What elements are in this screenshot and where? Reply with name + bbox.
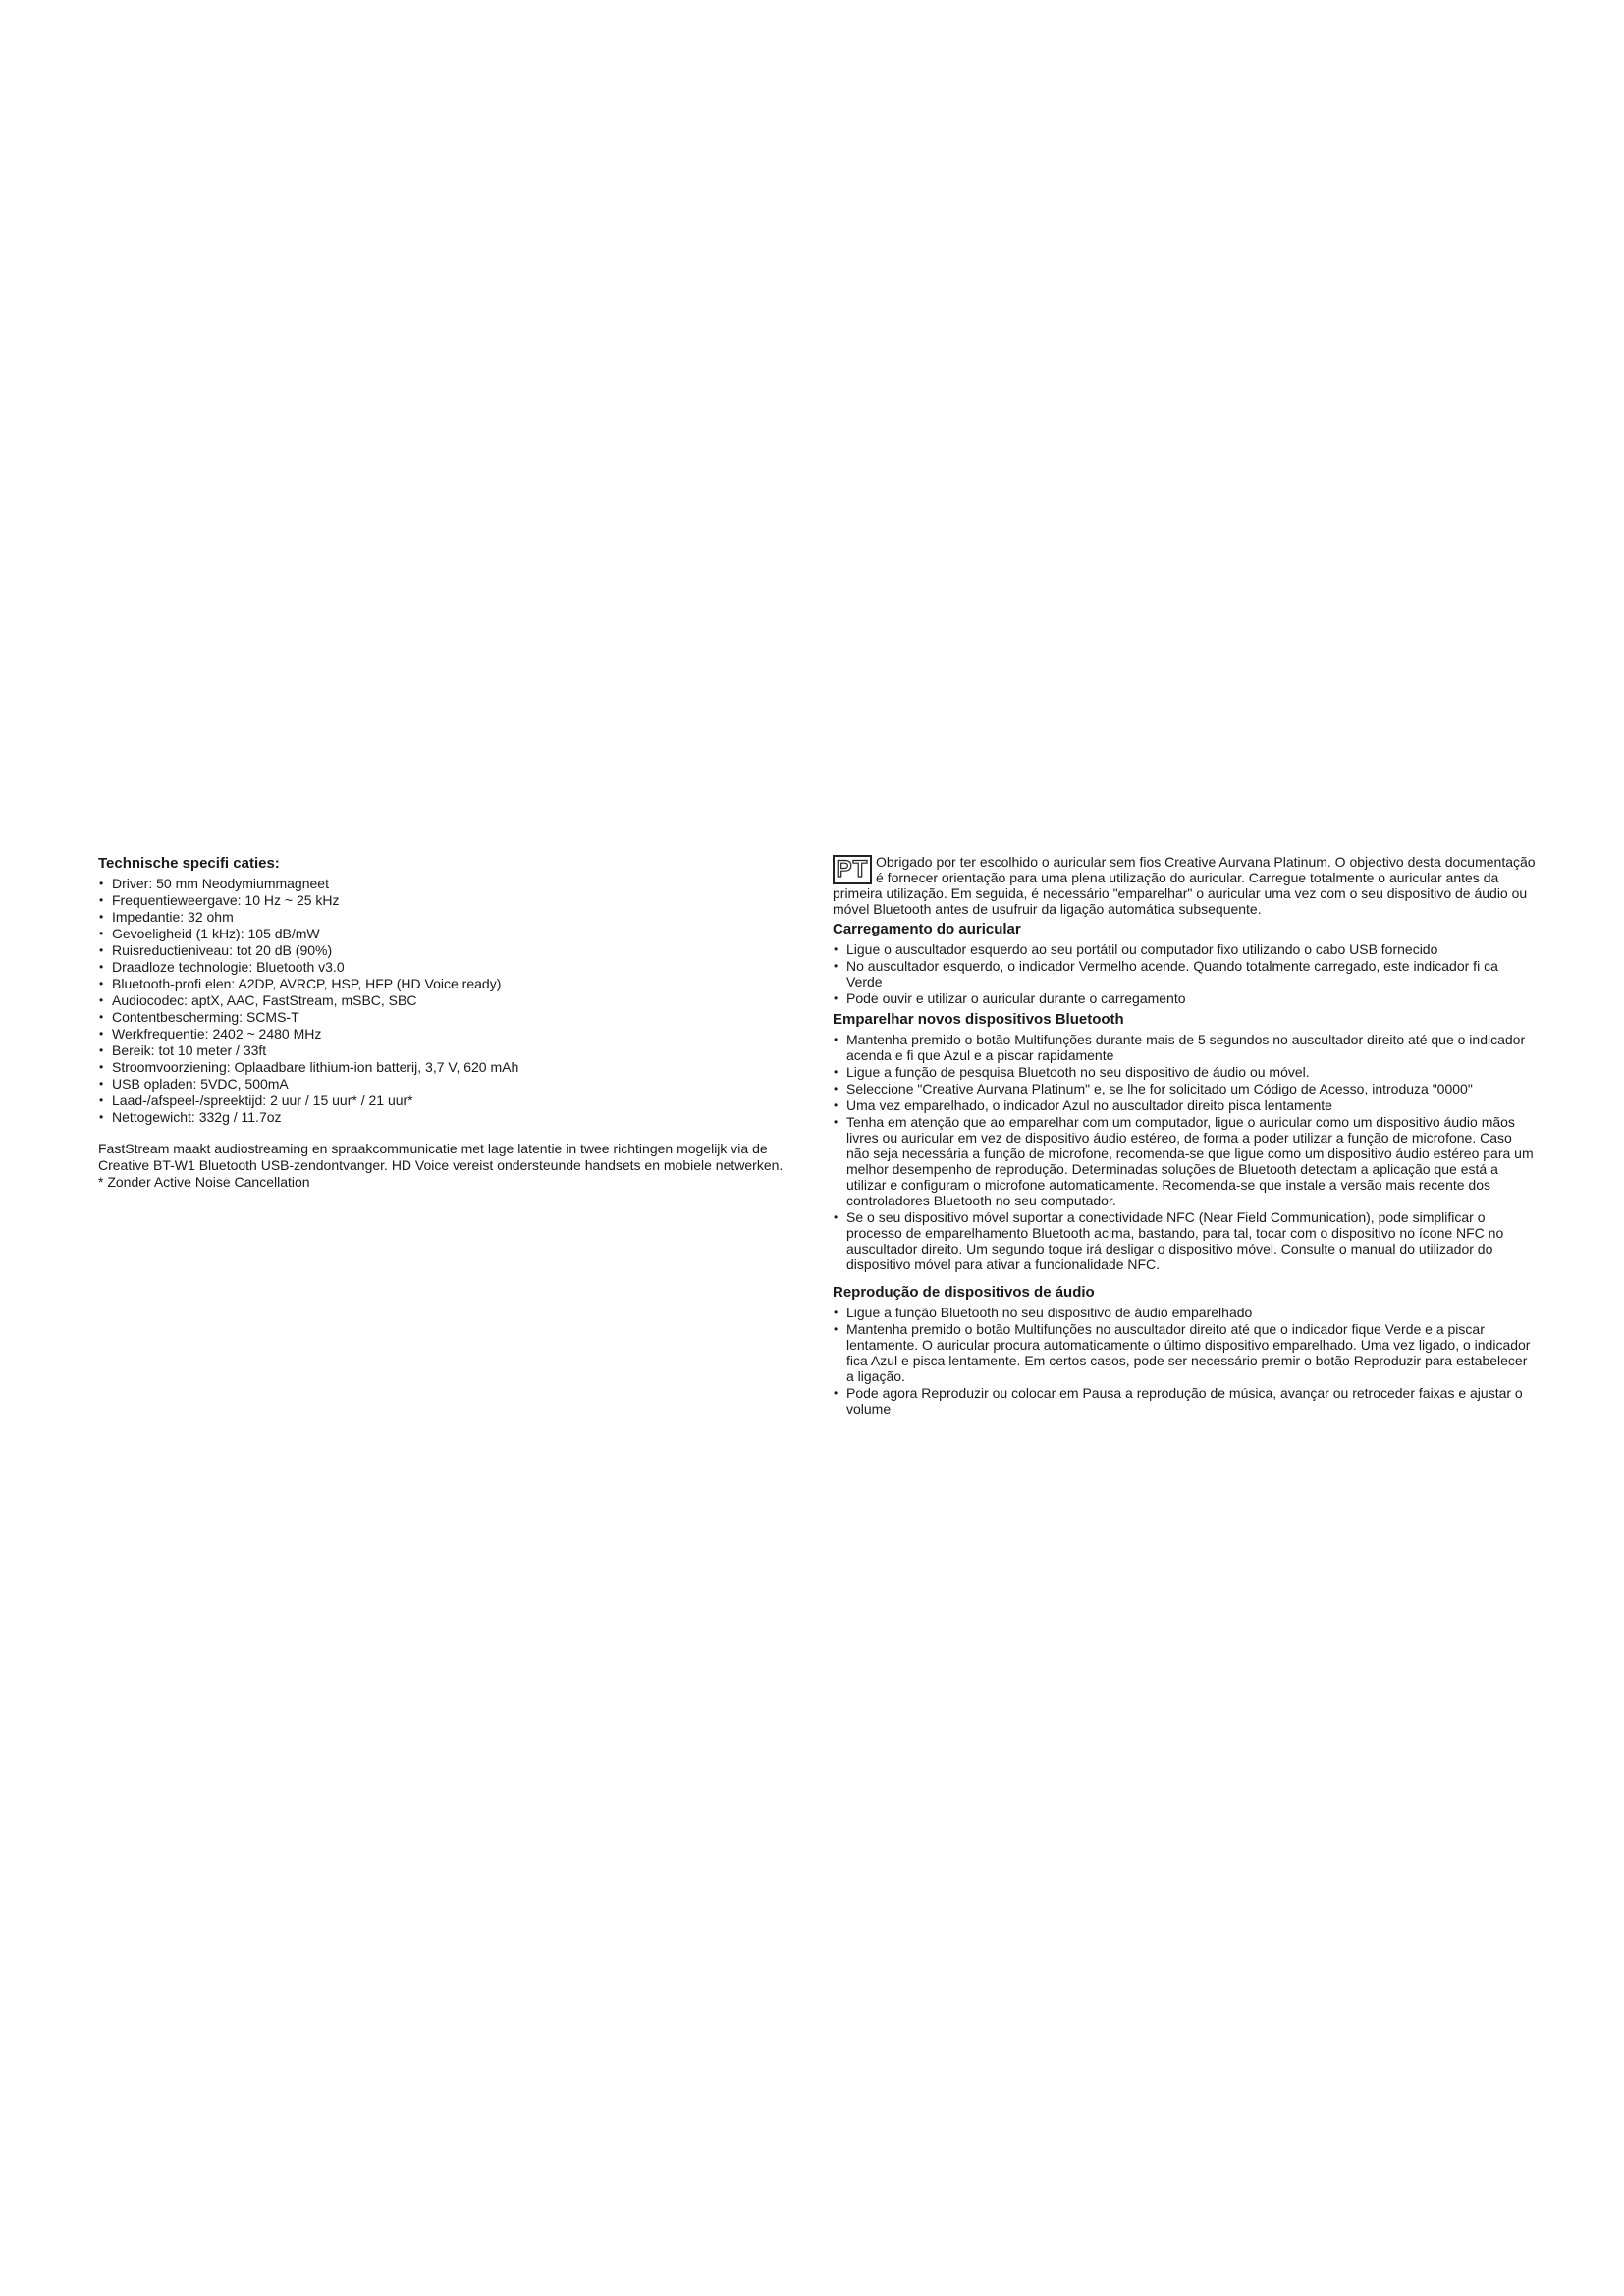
playback-list <box>833 1305 1536 1416</box>
pairing-list <box>833 1032 1536 1272</box>
spec-item: • Frequentieweergave: 10 Hz ~ 25 kHz <box>98 892 807 909</box>
section-title-pairing: Emparelhar novos dispositivos Bluetooth <box>833 1011 1124 1028</box>
spec-item: • Stroomvoorziening: Oplaadbare lithium-ion batterij, 3,7 V, 620 mAh <box>98 1059 807 1076</box>
pt-intro-text: Obrigado por ter escolhido o auricular sem fios Creative Aurvana Platinum. O objectivo desta documentação é fornecer orientação para uma plena utilização do auricular. Carregue totalmente o auricular antes da primeira utilização. Em seguida, é necessário "emparelhar" o auricular uma vez com o seu dispositivo de áudio ou móvel Bluetooth antes de usufruir da ligação automática subsequente. <box>833 854 1536 917</box>
spec-item: • Audiocodec: aptX, AAC, FastStream, mSBC, SBC <box>98 992 807 1009</box>
spec-item: • Ruisreductieniveau: tot 20 dB (90%) <box>98 942 807 959</box>
spec-item: • Draadloze technologie: Bluetooth v3.0 <box>98 959 807 976</box>
specs-list <box>98 876 807 1126</box>
faststream-note: FastStream maakt audiostreaming en spraakcommunicatie met lage latentie in twee richtingen mogelijk via de Creative BT-W1 Bluetooth USB-zendontvanger. HD Voice vereist ondersteunde handsets en mobiele netwerken. <box>98 1141 784 1173</box>
section-title-charging: Carregamento do auricular <box>833 921 1021 937</box>
list-item: • Mantenha premido o botão Multifunções no auscultador direito até que o indicador fique Verde e a piscar lentamente. O auricular procura automaticamente o último dispositivo emparelhado. Uma vez ligado, o indicador fica Azul e pisca lentamente. Em certos casos, pode ser necessário premir o botão Reproduzir para estabelecer a ligação. <box>833 1321 1536 1384</box>
dutch-specs-column <box>98 854 807 1191</box>
language-badge-pt: PT <box>833 855 872 884</box>
list-item: • Mantenha premido o botão Multifunções durante mais de 5 segundos no auscultador direito até que o indicador acenda e fi que Azul e a piscar rapidamente <box>833 1032 1536 1063</box>
spec-item: • Werkfrequentie: 2402 ~ 2480 MHz <box>98 1026 807 1042</box>
list-item: • Pode ouvir e utilizar o auricular durante o carregamento <box>833 990 1536 1006</box>
spec-item: • Contentbescherming: SCMS-T <box>98 1009 807 1026</box>
spec-item: • Bereik: tot 10 meter / 33ft <box>98 1042 807 1059</box>
pt-intro-paragraph <box>833 854 1536 917</box>
portuguese-column <box>833 854 1536 1417</box>
spec-item: • Driver: 50 mm Neodymiummagneet <box>98 876 807 892</box>
list-item: • Tenha em atenção que ao emparelhar com um computador, ligue o auricular como um dispositivo áudio mãos livres ou auricular em vez de dispositivo áudio estéreo, de forma a poder utilizar a função de microfone. Caso não seja necessária a função de microfone, recomenda-se que ligue como um dispositivo áudio estéreo para um melhor desempenho de reprodução. Determinadas soluções de Bluetooth detectam a aplicação que está a utilizar e configuram o microfone automaticamente. Recomenda-se que instale a versão mais recente dos controladores Bluetooth no seu computador. <box>833 1114 1536 1208</box>
list-item: • Se o seu dispositivo móvel suportar a conectividade NFC (Near Field Communication), pode simplificar o processo de emparelhamento Bluetooth acima, bastando, para tal, tocar com o dispositivo no ícone NFC no auscultador direito. Um segundo toque irá desligar o dispositivo móvel. Consulte o manual do utilizador do dispositivo móvel para ativar a funcionalidade NFC. <box>833 1209 1536 1272</box>
spec-item: • Bluetooth-profi elen: A2DP, AVRCP, HSP, HFP (HD Voice ready) <box>98 976 807 992</box>
list-item: • Ligue a função Bluetooth no seu dispositivo de áudio emparelhado <box>833 1305 1536 1320</box>
spec-item: • Impedantie: 32 ohm <box>98 909 807 926</box>
section-title-playback: Reprodução de dispositivos de áudio <box>833 1284 1095 1301</box>
list-item: • Seleccione "Creative Aurvana Platinum" e, se lhe for solicitado um Código de Acesso, introduza "0000" <box>833 1081 1536 1096</box>
footnote: * Zonder Active Noise Cancellation <box>98 1174 310 1190</box>
charging-list <box>833 941 1536 1006</box>
list-item: • Pode agora Reproduzir ou colocar em Pausa a reprodução de música, avançar ou retroceder faixas e ajustar o volume <box>833 1385 1536 1416</box>
list-item: • Ligue o auscultador esquerdo ao seu portátil ou computador fixo utilizando o cabo USB fornecido <box>833 941 1536 957</box>
specs-title: Technische specifi caties: <box>98 855 280 872</box>
spec-item: • USB opladen: 5VDC, 500mA <box>98 1076 807 1093</box>
list-item: • Ligue a função de pesquisa Bluetooth no seu dispositivo de áudio ou móvel. <box>833 1064 1536 1080</box>
spec-item: • Gevoeligheid (1 kHz): 105 dB/mW <box>98 926 807 942</box>
list-item: • No auscultador esquerdo, o indicador Vermelho acende. Quando totalmente carregado, este indicador fi ca Verde <box>833 958 1536 989</box>
spec-item: • Laad-/afspeel-/spreektijd: 2 uur / 15 uur* / 21 uur* <box>98 1093 807 1109</box>
list-item: • Uma vez emparelhado, o indicador Azul no auscultador direito pisca lentamente <box>833 1097 1536 1113</box>
spec-item: • Nettogewicht: 332g / 11.7oz <box>98 1109 807 1126</box>
